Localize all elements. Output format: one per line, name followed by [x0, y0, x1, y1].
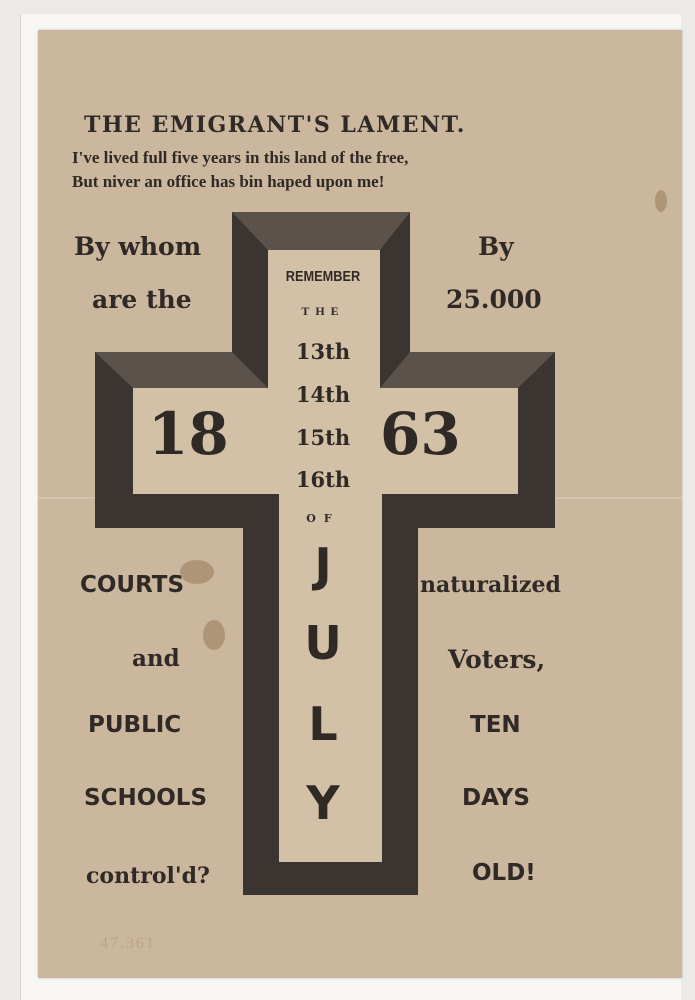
right-text-old: OLD!: [472, 860, 536, 886]
right-text-number: 25.000: [446, 285, 542, 314]
right-text-naturalized: naturalized: [420, 572, 561, 598]
right-text-days: DAYS: [462, 785, 530, 811]
left-text-are-the: are the: [92, 285, 192, 314]
date-16: 16th: [295, 467, 351, 492]
remember-label: REMEMBER: [285, 268, 361, 285]
left-text-and: and: [132, 645, 180, 672]
july-letter-y: Y: [306, 776, 340, 830]
right-text-by: By: [478, 232, 514, 261]
date-15: 15th: [295, 425, 351, 450]
right-text-ten: TEN: [470, 712, 521, 738]
catalog-number: 47.361: [100, 935, 156, 952]
july-letter-u: U: [304, 616, 342, 670]
verse-line-2: But niver an office has bin haped upon me!: [72, 172, 385, 191]
left-text-courts: COURTS: [80, 572, 185, 598]
july-letter-l: L: [308, 697, 338, 751]
left-text-by-whom: By whom: [74, 232, 202, 261]
year-right-digits: 63: [380, 400, 461, 468]
left-text-schools: SCHOOLS: [84, 785, 208, 811]
the-label: THE: [301, 304, 345, 318]
of-label: OF: [306, 512, 340, 525]
right-text-voters: Voters,: [448, 645, 546, 674]
july-letter-j: J: [314, 538, 332, 592]
verse-line-1: I've lived full five years in this land of the free,: [72, 148, 409, 167]
year-left-digits: 18: [148, 400, 229, 468]
left-text-public: PUBLIC: [88, 712, 182, 738]
left-text-controlled: control'd?: [86, 863, 210, 889]
broadside-title: THE EMIGRANT'S LAMENT.: [84, 112, 466, 138]
date-13: 13th: [295, 339, 351, 364]
date-14: 14th: [295, 382, 351, 407]
